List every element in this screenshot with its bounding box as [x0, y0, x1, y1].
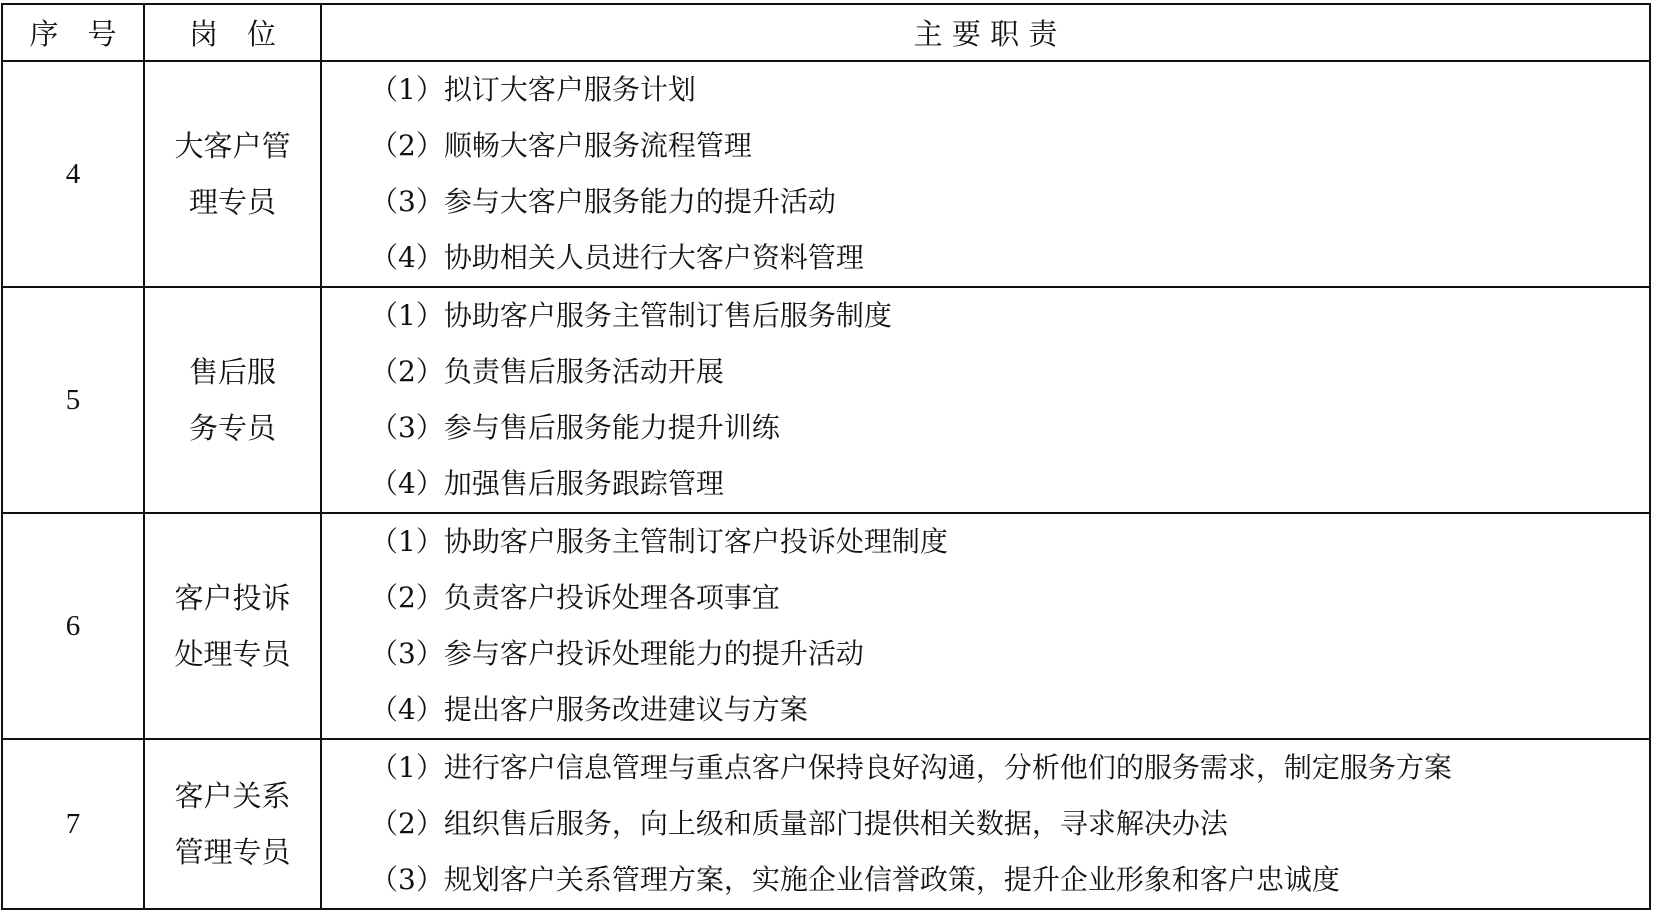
duty-item: （3）参与售后服务能力提升训练	[370, 411, 780, 444]
table-row	[2, 287, 1650, 513]
duty-item: （2）组织售后服务，向上级和质量部门提供相关数据，寻求解决办法	[370, 807, 1228, 840]
duty-item: （3）参与大客户服务能力的提升活动	[370, 185, 836, 218]
table-body	[2, 61, 1650, 909]
duty-item: （4）协助相关人员进行大客户资料管理	[370, 241, 864, 274]
duty-item: （1）协助客户服务主管制订售后服务制度	[370, 299, 892, 332]
duty-item: （1）协助客户服务主管制订客户投诉处理制度	[370, 525, 948, 558]
post-cell	[144, 739, 321, 909]
duty-item: （1）拟订大客户服务计划	[370, 73, 696, 106]
post-name-line: 客户关系	[174, 779, 291, 813]
post-name-line: 理专员	[188, 185, 276, 219]
post-cell	[144, 61, 321, 287]
table-row	[2, 513, 1650, 739]
post-cell	[144, 287, 321, 513]
duty-item: （3）规划客户关系管理方案，实施企业信誉政策，提升企业形象和客户忠诚度	[370, 863, 1340, 896]
duty-item: （2）负责售后服务活动开展	[370, 355, 724, 388]
duty-table	[1, 3, 1651, 910]
row-number: 4	[2, 61, 144, 287]
post-name-line: 大客户管	[174, 129, 291, 163]
table-header	[2, 4, 1650, 61]
header-row	[2, 4, 1650, 61]
duties-cell	[321, 287, 1650, 513]
header-no: 序 号	[2, 4, 144, 61]
duty-item: （2）负责客户投诉处理各项事宜	[370, 581, 780, 614]
header-duties: 主 要 职 责	[321, 4, 1650, 61]
post-name-line: 处理专员	[174, 637, 291, 671]
duty-item: （4）提出客户服务改进建议与方案	[370, 693, 808, 726]
row-number: 7	[2, 739, 144, 909]
duties-cell	[321, 61, 1650, 287]
duty-item: （3）参与客户投诉处理能力的提升活动	[370, 637, 864, 670]
duty-item: （4）加强售后服务跟踪管理	[370, 467, 724, 500]
duties-cell	[321, 739, 1650, 909]
duties-cell	[321, 513, 1650, 739]
header-post: 岗 位	[144, 4, 321, 61]
table-row	[2, 739, 1650, 909]
post-name-line: 客户投诉	[174, 581, 291, 615]
duty-item: （1）进行客户信息管理与重点客户保持良好沟通，分析他们的服务需求，制定服务方案	[370, 751, 1452, 784]
duty-item: （2）顺畅大客户服务流程管理	[370, 129, 752, 162]
row-number: 6	[2, 513, 144, 739]
row-number: 5	[2, 287, 144, 513]
post-cell	[144, 513, 321, 739]
post-name-line: 务专员	[188, 411, 276, 445]
table-row	[2, 61, 1650, 287]
post-name-line: 售后服	[188, 355, 276, 389]
post-name-line: 管理专员	[174, 835, 291, 869]
